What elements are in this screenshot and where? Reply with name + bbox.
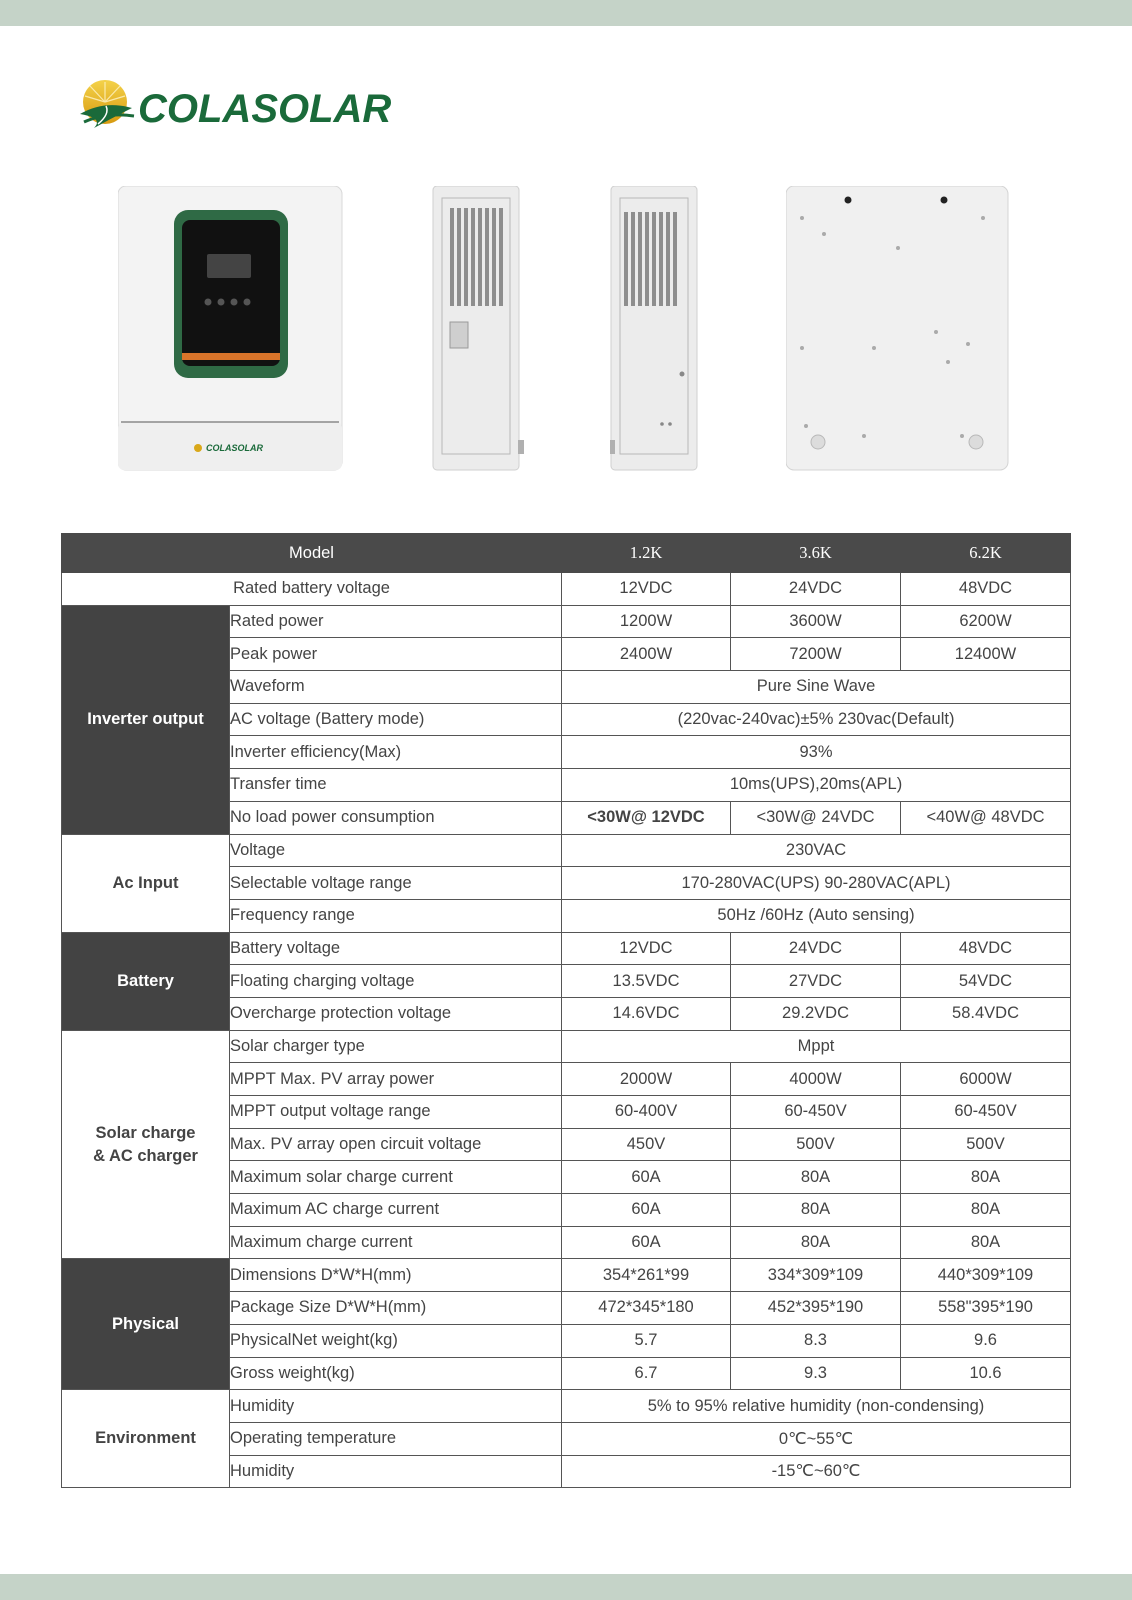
value-cell: 60-450V: [731, 1096, 901, 1129]
value-cell-merged: (220vac-240vac)±5% 230vac(Default): [562, 703, 1071, 736]
rated-battery-voltage-1: 12VDC: [562, 573, 731, 606]
product-left-side-view: [432, 186, 524, 472]
value-cell: 80A: [731, 1161, 901, 1194]
param-label: Overcharge protection voltage: [230, 997, 562, 1030]
sun-leaf-icon: [80, 80, 134, 128]
param-label: Waveform: [230, 671, 562, 704]
param-label: Frequency range: [230, 899, 562, 932]
value-cell: 5.7: [562, 1324, 731, 1357]
value-cell: 4000W: [731, 1063, 901, 1096]
value-cell: 7200W: [731, 638, 901, 671]
value-cell: 80A: [731, 1226, 901, 1259]
param-label: Solar charger type: [230, 1030, 562, 1063]
model-3-header: 6.2K: [901, 534, 1071, 573]
param-label: Rated power: [230, 605, 562, 638]
value-cell: 500V: [731, 1128, 901, 1161]
section-physical: Physical: [62, 1259, 230, 1390]
rated-battery-voltage-3: 48VDC: [901, 573, 1071, 606]
value-cell: <30W@ 12VDC: [562, 801, 731, 834]
bottom-band: [0, 1574, 1132, 1600]
param-label: Humidity: [230, 1390, 562, 1423]
value-cell: 450V: [562, 1128, 731, 1161]
value-cell: 14.6VDC: [562, 997, 731, 1030]
value-cell: 80A: [901, 1194, 1071, 1227]
product-right-side-view: [610, 186, 702, 472]
param-label: Max. PV array open circuit voltage: [230, 1128, 562, 1161]
value-cell-merged: 0℃~55℃: [562, 1422, 1071, 1455]
front-brand-label: COLASOLAR: [206, 443, 263, 453]
value-cell: 3600W: [731, 605, 901, 638]
param-label: PhysicalNet weight(kg): [230, 1324, 562, 1357]
param-label: Operating temperature: [230, 1422, 562, 1455]
param-label: Transfer time: [230, 769, 562, 802]
value-cell: 500V: [901, 1128, 1071, 1161]
value-cell: 58.4VDC: [901, 997, 1071, 1030]
value-cell: 48VDC: [901, 932, 1071, 965]
model-header-row: [62, 534, 1071, 573]
value-cell-merged: 5% to 95% relative humidity (non-condensing): [562, 1390, 1071, 1423]
value-cell: 60-450V: [901, 1096, 1071, 1129]
value-cell: <40W@ 48VDC: [901, 801, 1071, 834]
section-battery: Battery: [62, 932, 230, 1030]
value-cell: 9.3: [731, 1357, 901, 1390]
value-cell-merged: 10ms(UPS),20ms(APL): [562, 769, 1071, 802]
value-cell: 80A: [901, 1226, 1071, 1259]
product-front-view: [118, 186, 344, 472]
value-cell: 472*345*180: [562, 1292, 731, 1325]
value-cell: 8.3: [731, 1324, 901, 1357]
param-label: Humidity: [230, 1455, 562, 1488]
value-cell: 440*309*109: [901, 1259, 1071, 1292]
value-cell: 60-400V: [562, 1096, 731, 1129]
section-solar-charge-ac-charger: [62, 1030, 230, 1259]
param-label: MPPT Max. PV array power: [230, 1063, 562, 1096]
value-cell: 354*261*99: [562, 1259, 731, 1292]
product-back-view: [786, 186, 1010, 472]
value-cell: 13.5VDC: [562, 965, 731, 998]
value-cell-merged: Pure Sine Wave: [562, 671, 1071, 704]
value-cell: 80A: [901, 1161, 1071, 1194]
value-cell: 2400W: [562, 638, 731, 671]
value-cell: 24VDC: [731, 932, 901, 965]
value-cell: 2000W: [562, 1063, 731, 1096]
product-views: [0, 180, 1132, 480]
spec-row: [62, 1030, 1071, 1063]
spec-row: [62, 1390, 1071, 1423]
spec-row: [62, 834, 1071, 867]
param-label: Battery voltage: [230, 932, 562, 965]
value-cell: 12400W: [901, 638, 1071, 671]
value-cell: 1200W: [562, 605, 731, 638]
value-cell: 9.6: [901, 1324, 1071, 1357]
value-cell: 558"395*190: [901, 1292, 1071, 1325]
param-label: AC voltage (Battery mode): [230, 703, 562, 736]
param-label: Gross weight(kg): [230, 1357, 562, 1390]
section-title-line: Solar charge: [95, 1123, 196, 1142]
model-1-header: 1.2K: [562, 534, 731, 573]
value-cell: 6000W: [901, 1063, 1071, 1096]
spec-row: [62, 932, 1071, 965]
param-label: MPPT output voltage range: [230, 1096, 562, 1129]
param-label: Inverter efficiency(Max): [230, 736, 562, 769]
rated-battery-voltage-2: 24VDC: [731, 573, 901, 606]
model-2-header: 3.6K: [731, 534, 901, 573]
value-cell: 80A: [731, 1194, 901, 1227]
value-cell: 334*309*109: [731, 1259, 901, 1292]
section-title-line: & AC charger: [93, 1146, 198, 1165]
spec-row: [62, 1259, 1071, 1292]
value-cell: <30W@ 24VDC: [731, 801, 901, 834]
value-cell: 60A: [562, 1226, 731, 1259]
param-label: Dimensions D*W*H(mm): [230, 1259, 562, 1292]
value-cell-merged: 170-280VAC(UPS) 90-280VAC(APL): [562, 867, 1071, 900]
value-cell: 12VDC: [562, 932, 731, 965]
param-label: Peak power: [230, 638, 562, 671]
specification-table: [61, 533, 1071, 1488]
section-ac-input: Ac Input: [62, 834, 230, 932]
section-environment: Environment: [62, 1390, 230, 1488]
value-cell: 452*395*190: [731, 1292, 901, 1325]
value-cell-merged: 50Hz /60Hz (Auto sensing): [562, 899, 1071, 932]
param-label: Maximum AC charge current: [230, 1194, 562, 1227]
colasolar-logo: [76, 78, 426, 136]
param-label: Maximum charge current: [230, 1226, 562, 1259]
param-label: Selectable voltage range: [230, 867, 562, 900]
value-cell: 54VDC: [901, 965, 1071, 998]
param-label: Voltage: [230, 834, 562, 867]
value-cell-merged: 93%: [562, 736, 1071, 769]
value-cell: 6.7: [562, 1357, 731, 1390]
top-band: [0, 0, 1132, 26]
brand-wordmark: COLASOLAR: [138, 87, 392, 131]
rated-battery-voltage-label: Rated battery voltage: [62, 573, 562, 606]
rated-battery-voltage-row: [62, 573, 1071, 606]
value-cell: 10.6: [901, 1357, 1071, 1390]
model-header-label: Model: [62, 534, 562, 573]
value-cell-merged: Mppt: [562, 1030, 1071, 1063]
value-cell-merged: 230VAC: [562, 834, 1071, 867]
value-cell: 60A: [562, 1161, 731, 1194]
value-cell: 6200W: [901, 605, 1071, 638]
param-label: Package Size D*W*H(mm): [230, 1292, 562, 1325]
spec-row: [62, 605, 1071, 638]
param-label: No load power consumption: [230, 801, 562, 834]
value-cell: 60A: [562, 1194, 731, 1227]
param-label: Maximum solar charge current: [230, 1161, 562, 1194]
param-label: Floating charging voltage: [230, 965, 562, 998]
value-cell: 27VDC: [731, 965, 901, 998]
section-inverter-output: Inverter output: [62, 605, 230, 834]
value-cell-merged: -15℃~60℃: [562, 1455, 1071, 1488]
value-cell: 29.2VDC: [731, 997, 901, 1030]
